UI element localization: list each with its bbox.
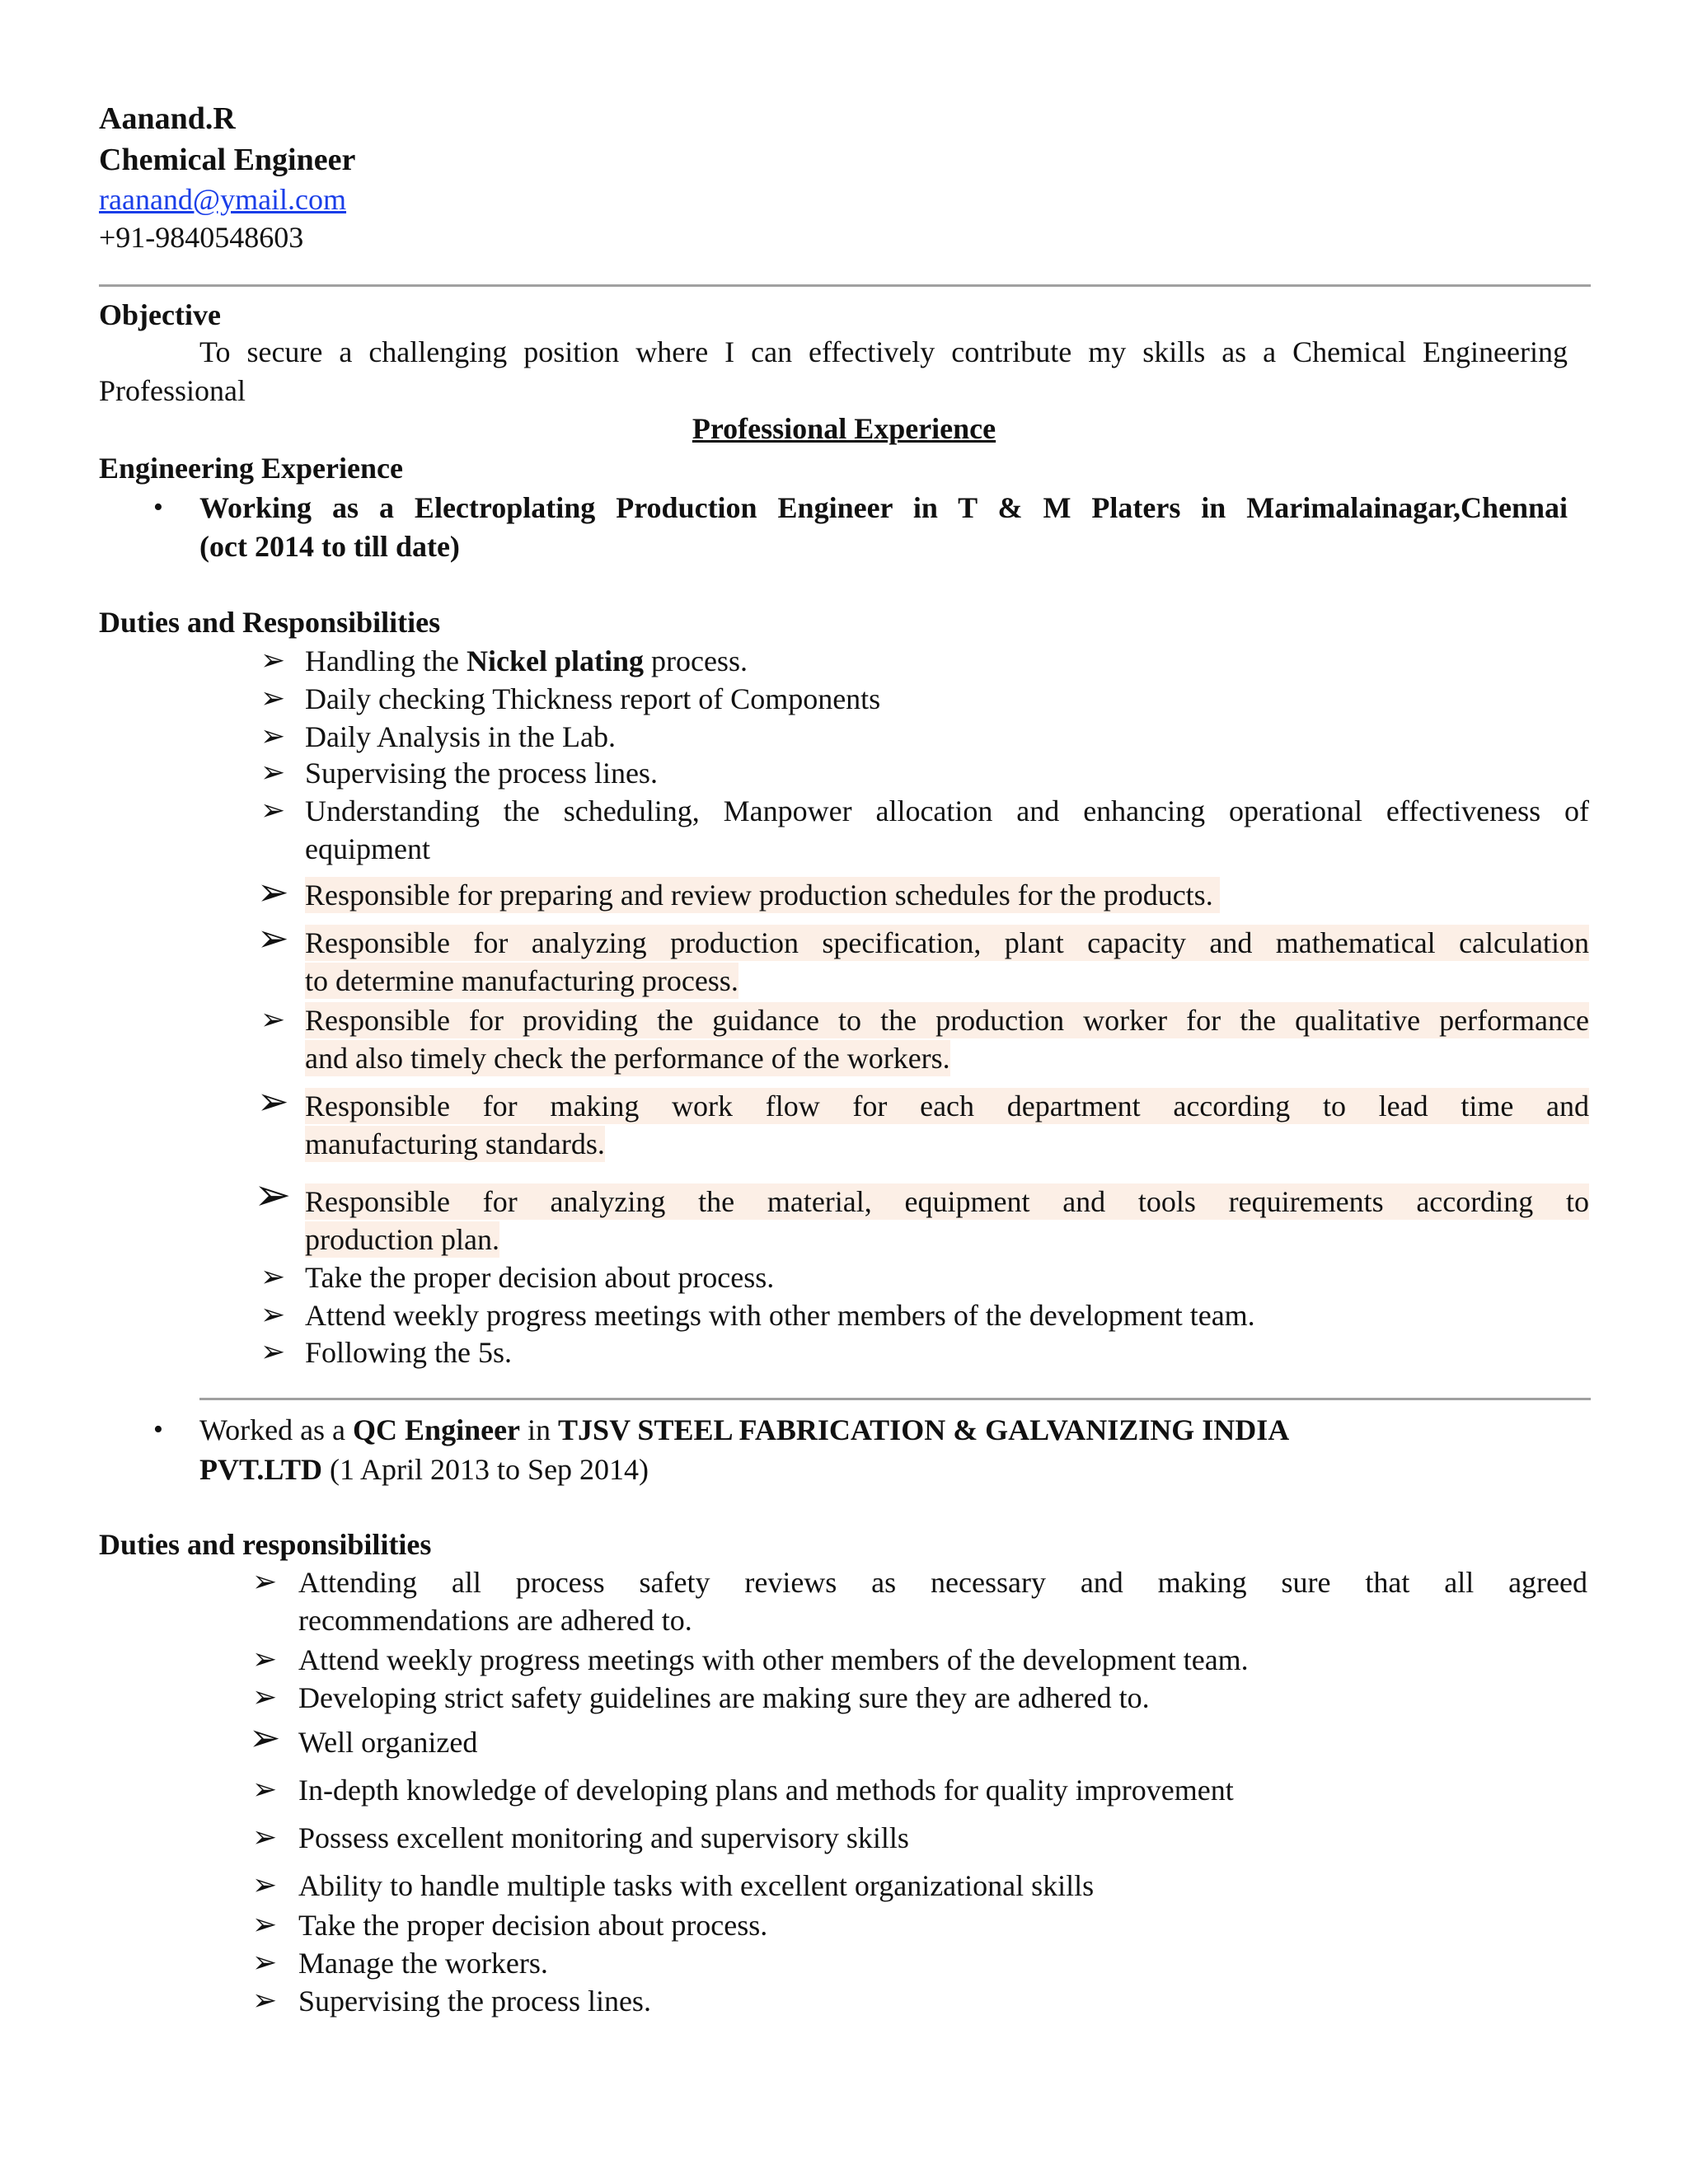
duty-item: Possess excellent monitoring and supervisory skills [298,1821,909,1854]
arrow-bullet-icon: ➢ [260,682,286,715]
candidate-title: Chemical Engineer [99,143,356,177]
duty-item: Supervising the process lines. [305,757,658,790]
arrow-bullet-icon: ➢ [252,1868,278,1902]
duty-item-cont: recommendations are adhered to. [298,1604,692,1637]
objective-text-1: To secure a challenging position where I can effectively contribute my skills as a Chemical Engineering [199,335,1568,368]
arrow-bullet-icon: ➢ [257,869,289,914]
duty-item: Responsible for preparing and review production schedules for the products. [305,877,1220,913]
duty-item: Following the 5s. [305,1336,513,1369]
duty-item: Understanding the scheduling, Manpower allocation and enhancing operational effectiveness of [305,794,1589,827]
bullet-dot-icon: • [153,1414,163,1445]
duty-item: Responsible for analyzing the material, equipment and tools requirements according to [305,1185,1589,1218]
arrow-bullet-icon: ➢ [260,794,286,827]
objective-text-2: Professional [99,374,246,407]
arrow-bullet-icon: ➢ [260,1335,286,1369]
duty-item-cont: manufacturing standards. [305,1127,605,1160]
engineering-experience-heading: Engineering Experience [99,452,403,485]
objective-heading: Objective [99,298,221,331]
email-link[interactable]: raanand@ymail.com [99,183,347,216]
duty-item-cont: production plan. [305,1223,499,1256]
duty-item: Handling the Nickel plating process. [305,644,748,677]
section-heading-experience: Professional Experience [692,412,996,445]
duty-item-cont: and also timely check the performance of the workers. [305,1042,950,1075]
duty-item: Daily checking Thickness report of Components [305,682,881,715]
duty-item: Supervising the process lines. [298,1985,651,2018]
duty-item: Daily Analysis in the Lab. [305,720,616,753]
duties1-heading: Duties and Responsibilities [99,606,441,639]
arrow-bullet-icon: ➢ [252,1565,278,1599]
phone-number: +91-9840548603 [99,221,304,254]
divider-middle [199,1398,1591,1400]
divider-top [99,284,1591,287]
duty-item: In-depth knowledge of developing plans and methods for quality improvement [298,1774,1234,1807]
arrow-bullet-icon: ➢ [252,1773,278,1807]
duty-item: Take the proper decision about process. [298,1909,768,1942]
duty-item: Manage the workers. [298,1947,548,1980]
arrow-bullet-icon: ➢ [252,1821,278,1854]
candidate-name: Aanand.R [99,101,236,136]
duty-item: Attend weekly progress meetings with other members of the development team. [298,1643,1249,1676]
duty-item: Ability to handle multiple tasks with excellent organizational skills [298,1869,1095,1902]
duty-item: Responsible for analyzing production specification, plant capacity and mathematical calculation [305,926,1589,959]
arrow-bullet-icon: ➢ [254,1169,292,1221]
duty-item: Well organized [298,1726,478,1759]
arrow-bullet-icon: ➢ [260,719,286,753]
arrow-bullet-icon: ➢ [257,916,289,960]
arrow-bullet-icon: ➢ [260,1298,286,1332]
job2-title: Worked as a QC Engineer in TJSV STEEL FABRICATION & GALVANIZING INDIA [199,1413,1290,1446]
arrow-bullet-icon: ➢ [257,1079,289,1123]
bullet-dot-icon: • [153,492,163,523]
duty-item: Responsible for providing the guidance to the production worker for the qualitative performance [305,1004,1589,1037]
duty-item: Attending all process safety reviews as necessary and making sure that all agreed [298,1566,1587,1599]
arrow-bullet-icon: ➢ [252,1946,278,1980]
duty-item-cont: equipment [305,832,430,865]
arrow-bullet-icon: ➢ [260,644,286,677]
arrow-bullet-icon: ➢ [252,1643,278,1676]
arrow-bullet-icon: ➢ [260,756,286,790]
duty-item: Attend weekly progress meetings with other members of the development team. [305,1299,1255,1332]
arrow-bullet-icon: ➢ [249,1715,281,1760]
duty-item-cont: to determine manufacturing process. [305,964,738,997]
duty-item: Take the proper decision about process. [305,1261,775,1294]
arrow-bullet-icon: ➢ [252,1680,278,1714]
job2-dates: PVT.LTD (1 April 2013 to Sep 2014) [199,1453,649,1486]
job1-title: Working as a Electroplating Production Engineer in T & M Platers in Marimalainagar,Chennai [199,491,1568,524]
arrow-bullet-icon: ➢ [252,1908,278,1942]
duties2-heading: Duties and responsibilities [99,1528,432,1561]
arrow-bullet-icon: ➢ [252,1984,278,2018]
arrow-bullet-icon: ➢ [260,1260,286,1294]
duty-item: Developing strict safety guidelines are making sure they are adhered to. [298,1681,1150,1714]
arrow-bullet-icon: ➢ [260,1003,286,1037]
duty-item: Responsible for making work flow for each department according to lead time and [305,1090,1589,1122]
job1-dates: (oct 2014 to till date) [199,530,460,563]
